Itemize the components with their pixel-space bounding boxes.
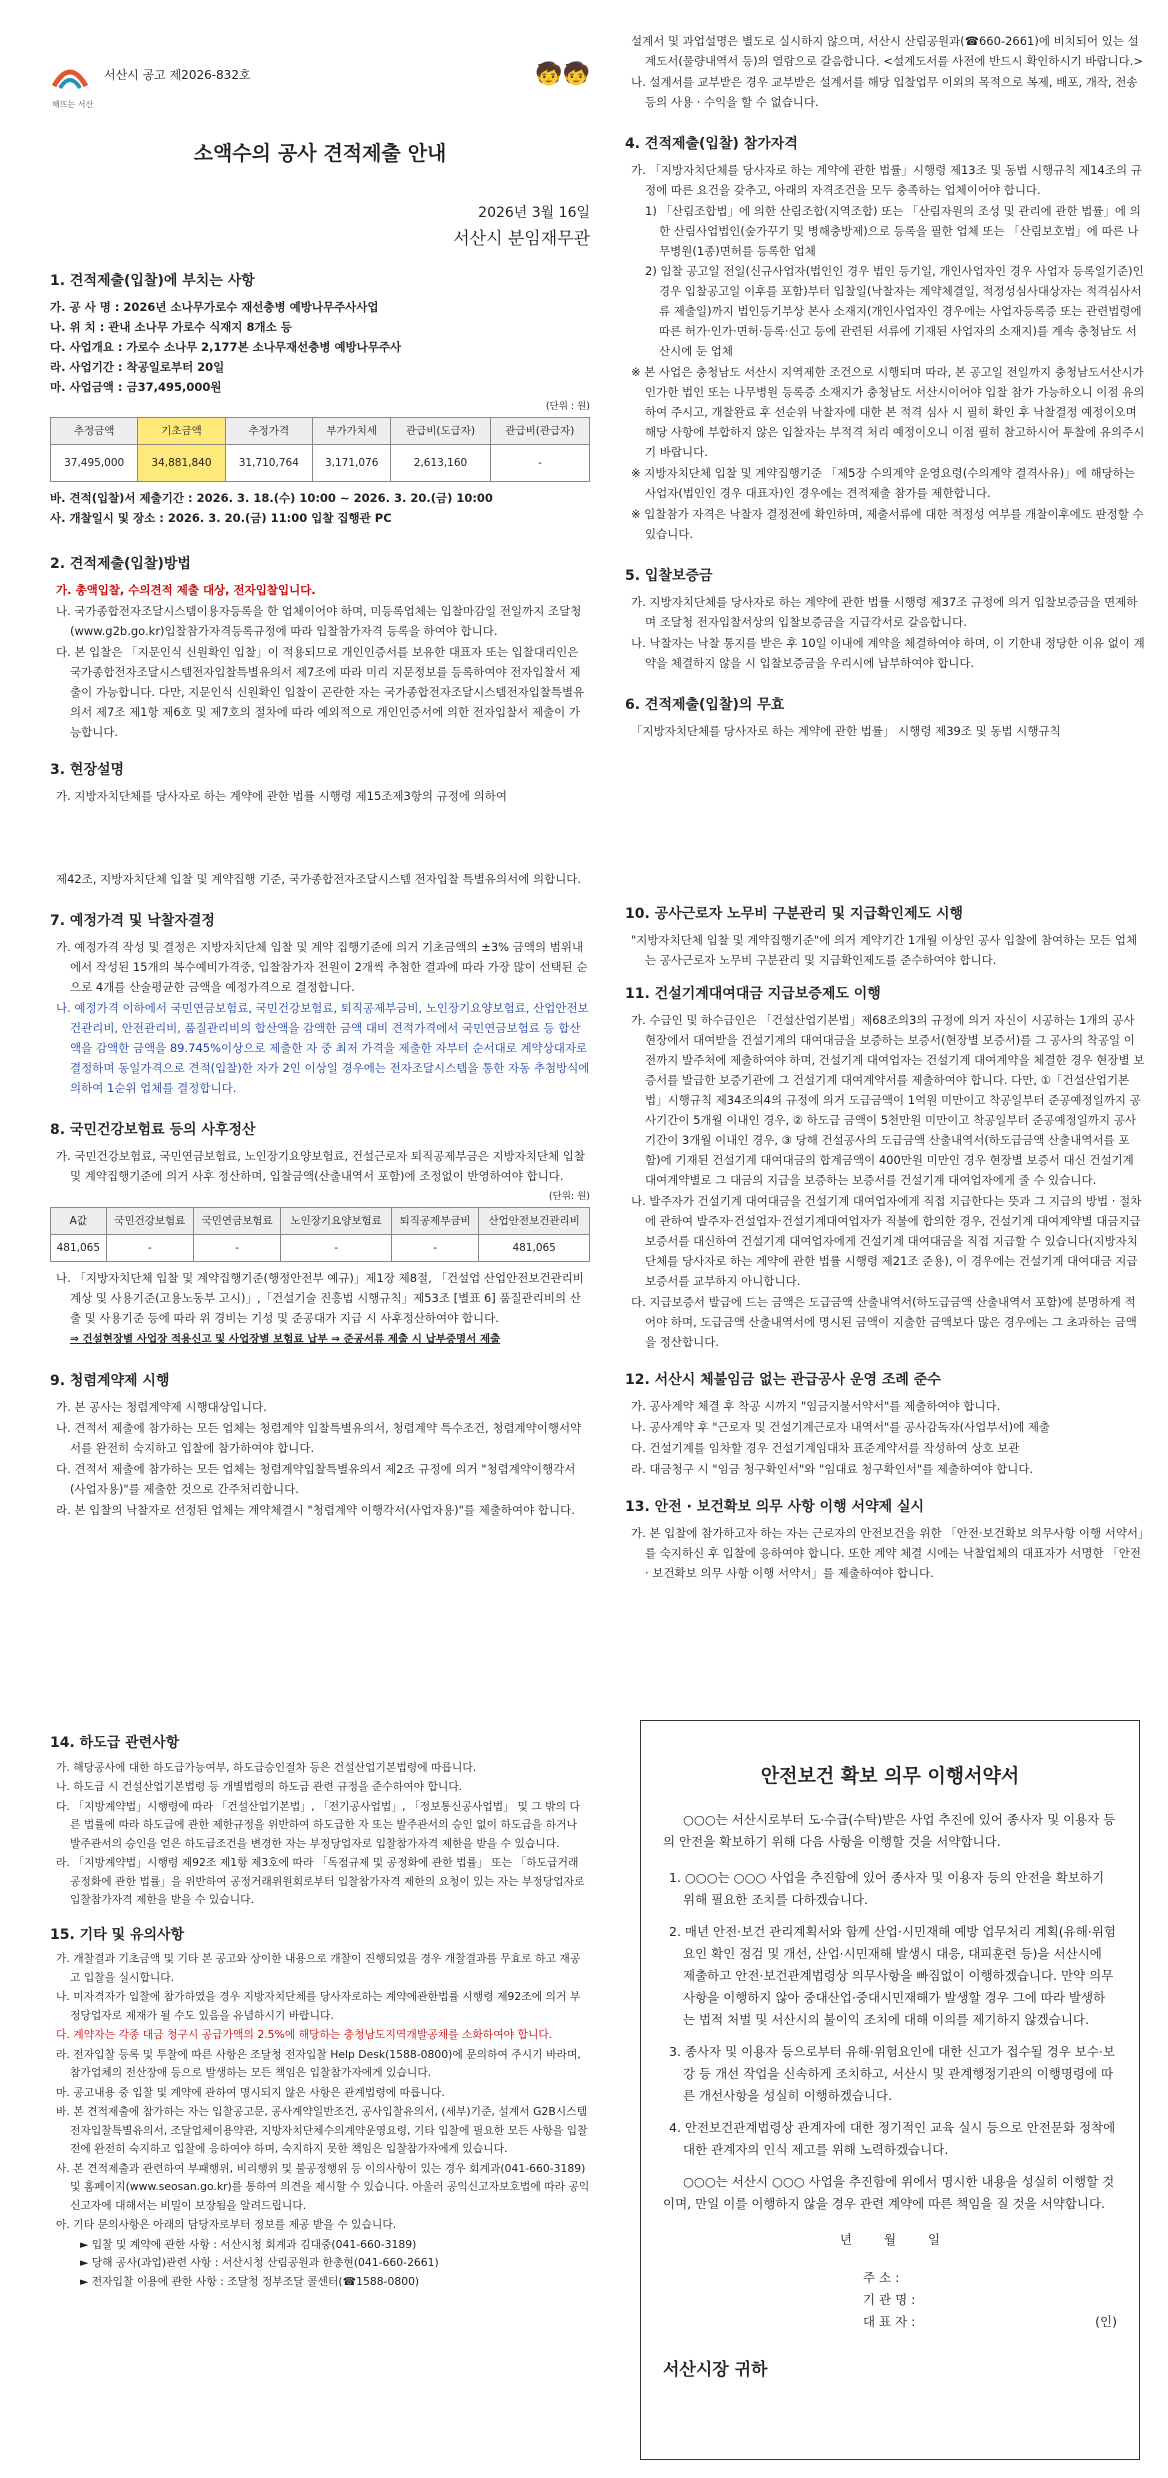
section-heading: 13. 안전 · 보건확보 의무 사항 이행 서약제 실시 bbox=[625, 1499, 925, 1515]
section-heading: 3. 현장설명 bbox=[50, 762, 125, 778]
insurance-table bbox=[50, 1207, 590, 1262]
form-intro: ○○○는 서산시로부터 도·수급(수탁)받은 사업 추진에 있어 종사자 및 이용자 등의 안전을 확보하기 위해 다음 사항을 이행할 것을 서약합니다. bbox=[663, 1812, 1116, 1849]
s14-item: 가. 해당공사에 대한 하도급가능여부, 하도급승인절차 등은 건설산업기본법령에 따릅니다. bbox=[56, 1760, 477, 1774]
s11-item: 가. 수급인 및 하수급인은 「건설산업기본법」제68조의3의 규정에 의거 자신이 시공하는 1개의 공사현장에서 대여받을 건설기계의 대여대금을 보증하는 보증서(현장별 보증서)를 그 공사의 착공일 이전까지 발주처에 제출하여야 하며, 건설기계 대여업자는 건설기계 대여계약을 체결한 경우 현장별 보증서를 발급한 보증기관에 그 건설기계 대여계약서를 제출하여야 합니다. 다만, ①「건설산업기본법」시행규칙 제34조의4의 규정에 의거 도급금액이 1억원 미만이고 착공일부터 준공예정일까지 공사기간이 5개월 이내인 경우, ② 하도급 금액이 5천만원 미만이고 착공일부터 준공예정일까지 공사기간이 3개월 이내인 경우, ③ 당해 건설공사의 도급금액 산출내역서(하도급금액 산출내역서를 포함)에 기재된 건설기계 대여대금의 합계금액이 400만원 미만인 경우 현장별 보증서 대신 건설기계 대여계약별로 그 대금의 지급을 보증하는 보증서를 건설기계 대여업자에게 줄 수 있습니다. bbox=[631, 1013, 1145, 1187]
s4-item: 2) 입찰 공고일 전일(신규사업자(법인인 경우 법인 등기일, 개인사업자인 경우 사업자 등록일기준)인 경우 입찰공고일 이후를 포함)부터 입찰일(낙찰자는 계약체결일, 적정성심사대상자는 적격심사서류 제출일)까지 법인등기부상 본사 소재지(개인사업자인 경우에는 사업자등록증 또는 관련법령에 따른 허가·인가·면허·등록·신고 등에 관련된 서류에 기재된 사업자의 소재지)를 계속 충청남도 서산시에 둔 업체 bbox=[645, 264, 1144, 358]
s3-item: 가. 지방자치단체를 당사자로 하는 계약에 관한 법률 시행령 제15조제3항의 규정에 의하여 bbox=[56, 789, 507, 803]
seosan-logo-icon bbox=[50, 58, 90, 92]
s6-item: 「지방자치단체를 당사자로 하는 계약에 관한 법률」 시행령 제39조 및 동법 시행규칙 bbox=[631, 724, 1061, 738]
page2-right-column bbox=[625, 890, 1145, 1584]
table-header: 추정금액 bbox=[51, 418, 138, 445]
section-heading: 11. 건설기계대여대금 지급보증제도 이행 bbox=[625, 986, 881, 1002]
section-heading: 5. 입찰보증금 bbox=[625, 568, 713, 584]
form-rep: 대 표 자 : bbox=[863, 2314, 916, 2329]
table-header: A값 bbox=[51, 1208, 107, 1235]
table-header: 국민건강보험료 bbox=[106, 1208, 193, 1235]
slogan: 해뜨는 서산 bbox=[52, 100, 94, 109]
form-date: 년 월 일 bbox=[839, 2232, 941, 2247]
seal-mark: (인) bbox=[1095, 2314, 1117, 2329]
s4-item: 가. 「지방자치단체를 당사자로 하는 계약에 관한 법률」시행령 제13조 및 동법 시행규칙 제14조의 규정에 따른 요건을 갖추고, 아래의 자격조건을 모두 충족하는 업체이어야 합니다. bbox=[631, 163, 1142, 197]
s1-item: 다. 사업개요 : 가로수 소나무 2,177본 소나무재선충병 예방나무주사 bbox=[50, 340, 402, 354]
s3-item: 나. 설계서를 교부받은 경우 교부받은 설계서를 해당 입찰업무 이외의 목적으로 복제, 배포, 개작, 전송 등의 사용 · 수익을 할 수 없습니다. bbox=[631, 75, 1138, 109]
table-header: 관급비(도급자) bbox=[391, 418, 490, 445]
s4-item: 1) 「산림조합법」에 의한 산림조합(지역조합) 또는 「산림자원의 조성 및 관리에 관한 법률」에 의한 산림사업법인(숲가꾸기 및 병해충방제)으로 등록을 필한 업체 또는 「산림보호법」에 따른 나무병원(1종)면허를 등록한 업체 bbox=[645, 204, 1141, 258]
form-org: 기 관 명 : bbox=[863, 2292, 916, 2307]
section-heading: 2. 견적제출(입찰)방법 bbox=[50, 556, 191, 572]
table-cell: 3,171,076 bbox=[312, 445, 390, 482]
table-header: 노인장기요양보험료 bbox=[281, 1208, 392, 1235]
table-cell: - bbox=[391, 1235, 478, 1262]
table-cell: 37,495,000 bbox=[51, 445, 138, 482]
section-heading: 8. 국민건강보험료 등의 사후정산 bbox=[50, 1122, 256, 1138]
table-header: 추정가격 bbox=[225, 418, 312, 445]
s12-item: 나. 공사계약 후 "근로자 및 건설기계근로자 내역서"를 공사감독자(사업부서)에 제출 bbox=[631, 1420, 1051, 1434]
page2-left-column bbox=[50, 868, 590, 1521]
s15-item: 아. 기타 문의사항은 아래의 담당자로부터 정보를 제공 받을 수 있습니다. bbox=[56, 2218, 397, 2231]
section-heading: 15. 기타 및 유의사항 bbox=[50, 1926, 185, 1943]
form-item: 4. 안전보건관계법령상 관계자에 대한 정기적인 교육 실시 등으로 안전문화 정착에 대한 관계자의 인식 제고를 위해 노력하겠습니다. bbox=[669, 2120, 1116, 2157]
section-heading: 7. 예정가격 및 낙찰자결정 bbox=[50, 913, 215, 929]
section-heading: 4. 견적제출(입찰) 참가자격 bbox=[625, 136, 798, 152]
s9-item: 나. 견적서 제출에 참가하는 모든 업체는 청렴계약 입찰특별유의서, 청렴계약 특수조건, 청렴계약이행서약서를 완전히 숙지하고 입찰에 참가하여야 합니다. bbox=[56, 1421, 582, 1455]
page3-left-column bbox=[50, 1720, 590, 2291]
section-heading: 6. 견적제출(입찰)의 무효 bbox=[625, 697, 785, 713]
contact-item: ► 전자입찰 이용에 관한 사항 : 조달청 정부조달 콜센터(☎1588-0800) bbox=[80, 2274, 420, 2288]
table-cell: 481,065 bbox=[51, 1235, 107, 1262]
section-heading: 12. 서산시 체불임금 없는 관급공사 운영 조례 준수 bbox=[625, 1372, 941, 1388]
s7-item: 나. 예정가격 이하에서 국민연금보험료, 국민건강보험료, 퇴직공제부금비, 노인장기요양보험료, 산업안전보건관리비, 안전관리비, 품질관리비의 합산액을 감액한 금액 대비 견적가격에서 국민연금보험료 등 합산액을 감액한 금액을 89.745%이상으로 제출한 자 중 최저 가격을 제출한 자부터 순서대로 계약상대자로 결정하며 동일가격으로 견적(입찰)한 자가 2인 이상일 경우에는 전자조달시스템을 통한 자동 추첨방식에 의하여 1순위 업체를 결정합니다. bbox=[56, 1001, 590, 1095]
s4-note: ※ 입찰참가 자격은 낙찰자 결정전에 확인하며, 제출서류에 대한 적정성 여부를 개찰이후에도 판정할 수 있습니다. bbox=[631, 507, 1144, 541]
s15-item: 마. 공고내용 중 입찰 및 계약에 관하여 명시되지 않은 사항은 관계법령에 따릅니다. bbox=[56, 2085, 445, 2099]
table-header: 기초금액 bbox=[138, 418, 225, 445]
form-title: 안전보건 확보 의무 이행서약서 bbox=[760, 1765, 1020, 1787]
s15-item: 가. 개찰결과 기초금액 및 기타 본 공고와 상이한 내용으로 개찰이 진행되었을 경우 개찰결과를 무효로 하고 재공고 입찰을 실시합니다. bbox=[56, 1952, 581, 1984]
section-heading: 9. 청렴계약제 시행 bbox=[50, 1373, 170, 1389]
page1-right-column bbox=[625, 30, 1145, 742]
s2-item: 가. 총액입찰, 수의견적 제출 대상, 전자입찰입니다. bbox=[56, 583, 316, 597]
amount-table bbox=[50, 417, 590, 482]
s10-item: "지방자치단체 입찰 및 계약집행기준"에 의거 계약기간 1개월 이상인 공사 입찰에 참여하는 모든 업체는 공사근로자 노무비 구분관리 및 지급확인제도를 준수하여야 합니다. bbox=[631, 933, 1138, 967]
mascot-icon: 🧒🧒 bbox=[535, 62, 590, 87]
table-cell: - bbox=[281, 1235, 392, 1262]
s2-item: 다. 본 입찰은 「지문인식 신원확인 입찰」이 적용되므로 개인인증서를 보유한 대표자 또는 입찰대리인은 국가종합전자조달시스템전자입찰특별유의서 제7조에 따라 미리 지문정보를 등록하여야 전자입찰서 제출이 가능합니다. 다만, 지문인식 신원확인 입찰이 곤란한 자는 국가종합전자조달시스템전자입찰특별유의서 제7조 제1항 제6호 및 제7호의 절차에 따라 예외적으로 개인인증서에 의한 전자입찰서 제출이 가능합니다. bbox=[56, 645, 585, 739]
form-addressee: 서산시장 귀하 bbox=[663, 2360, 768, 2380]
s5-item: 가. 지방자치단체를 당사자로 하는 계약에 관한 법률 시행령 제37조 규정에 의거 입찰보증금을 면제하며 조달청 전자입찰서상의 입찰보증금을 지급각서로 갈음합니다. bbox=[631, 595, 1138, 629]
s1-item: 나. 위 치 : 관내 소나무 가로수 식재지 8개소 등 bbox=[50, 320, 292, 334]
s4-note: ※ 지방자치단체 입찰 및 계약집행기준 「제5장 수의계약 운영요령(수의계약 결격사유)」에 해당하는 사업자(법인인 경우 대표자)인 경우에는 견적제출 참가를 제한합니다. bbox=[631, 466, 1135, 500]
table-header: 산업안전보건관리비 bbox=[479, 1208, 590, 1235]
s1-item: 라. 사업기간 : 착공일로부터 20일 bbox=[50, 360, 225, 374]
contact-item: ► 입찰 및 계약에 관한 사항 : 서산시청 회계과 김대중(041-660-3189) bbox=[80, 2237, 417, 2251]
s7-item: 가. 예정가격 작성 및 결정은 지방자치단체 입찰 및 계약 집행기준에 의거 기초금액의 ±3% 금액의 범위내에서 작성된 15개의 복수예비가격중, 입찰참가자 전원이 2개씩 추첨한 결과에 따라 가장 많이 선택된 순으로 4개를 산술평균한 금액을 예정가격으로 결정합니다. bbox=[56, 940, 588, 994]
s12-item: 라. 대금청구 시 "임금 청구확인서"와 "임대료 청구확인서"를 제출하여야 합니다. bbox=[631, 1462, 1034, 1476]
table-cell: - bbox=[193, 1235, 280, 1262]
s14-item: 라. 「지방계약법」시행령 제92조 제1항 제3호에 따라 「독점규제 및 공정화에 관한 법률」 또는 「하도급거래 공정화에 관한 법률」을 위반하여 공정거래위원회로부터 입찰참가자격 제한의 요청이 있는 자는 부정당업자로 입찰참가자격 제한을 받을 수 있습니다. bbox=[56, 1856, 585, 1906]
s1-item: 사. 개찰일시 및 장소 : 2026. 3. 20.(금) 11:00 입찰 집행관 PC bbox=[50, 511, 392, 525]
s12-item: 다. 건설기계를 임차할 경우 건설기계임대차 표준계약서를 작성하여 상호 보관 bbox=[631, 1441, 1020, 1455]
table-cell: - bbox=[106, 1235, 193, 1262]
s9-item: 가. 본 공사는 청렴계약제 시행대상입니다. bbox=[56, 1400, 267, 1414]
s14-item: 다. 「지방계약법」시행령에 따라 「건설산업기본법」, 「전기공사업법」, 「정보통신공사업법」 및 그 밖의 다른 법률에 따라 하도급에 관한 제한규정을 위반하여 하도급한 자 또는 발주관서의 승인 없이 하도급을 하거나 발주관서의 승인을 얻은 하도급조건을 변경한 자는 부정당업자로 입찰참가자격 제한을 받을 수 있습니다. bbox=[56, 1799, 580, 1850]
notice-date: 2026년 3월 16일 bbox=[478, 205, 590, 221]
form-closing: ○○○는 서산시 ○○○ 사업을 추진함에 위에서 명시한 내용을 성실히 이행할 것이며, 만일 이를 이행하지 않을 경우 관련 계약에 따른 책임을 질 것을 서약합니다. bbox=[663, 2174, 1115, 2211]
s5-item: 나. 낙찰자는 낙찰 통지를 받은 후 10일 이내에 계약을 체결하여야 하며, 이 기한내 정당한 이유 없이 계약을 체결하지 않을 시 입찰보증금을 우리시에 납부하여야 합니다. bbox=[631, 636, 1145, 670]
s8-note: ⇒ 건설현장별 사업장 적용신고 및 사업장별 보험료 납부 ⇒ 준공서류 제출 시 납부증명서 제출 bbox=[70, 1333, 501, 1345]
table-unit: (단위 : 원) bbox=[545, 401, 590, 412]
s9-item: 라. 본 입찰의 낙찰자로 선정된 업체는 계약체결시 "청렴계약 이행각서(사업자용)"를 제출하여야 합니다. bbox=[56, 1503, 575, 1517]
form-item: 3. 종사자 및 이용자 등으로부터 유해·위험요인에 대한 신고가 접수될 경우 보수·보강 등 개선 작업을 신속하게 조치하고, 서산시 및 관계행정기관의 이행명령에 따른 개선사항을 성실히 이행하겠습니다. bbox=[669, 2044, 1116, 2103]
notice-header bbox=[50, 55, 590, 95]
s3-continued: 제42조, 지방자치단체 입찰 및 계약집행 기준, 국가종합전자조달시스템 전자입찰 특별유의서에 의합니다. bbox=[56, 872, 582, 886]
s4-note: ※ 본 사업은 충청남도 서산시 지역제한 조건으로 시행되며 따라, 본 공고일 전일까지 충청남도서산시가 인가한 법인 또는 나무병원 등록증 소재지가 충청남도 서산시이어야 입찰 참가 가능하오니 이점 유의하여 주시고, 개찰완료 후 선순위 낙찰자에 대한 본 적격 심사 시 필히 확인 후 낙찰결정 예정이오며 해당 사항에 부합하지 않은 입찰자는 부적격 처리 예정이오니 이점 필히 참고하시어 투찰에 유의주시기 바랍니다. bbox=[631, 365, 1145, 459]
s8-item: 나. 「지방자치단체 입찰 및 계약집행기준(행정안전부 예규)」제1장 제8절, 「건설업 산업안전보건관리비 계상 및 사용기준(고용노동부 고시)」,「건설기술 진흥법 시행규칙」제53조 [별표 6] 품질관리비의 산출 및 사용기준 등에 따라 위 경비는 기성 및 준공대가 지급 시 사후정산하여야 합니다. bbox=[56, 1271, 584, 1325]
s1-item: 가. 공 사 명 : 2026년 소나무가로수 재선충병 예방나무주사사업 bbox=[50, 300, 379, 314]
s3-continued: 설계서 및 과업설명은 별도로 실시하지 않으며, 서산시 산림공원과(☎660-2661)에 비치되어 있는 설계도서(물량내역서 등)의 열람으로 갈음합니다. <설계도서를 사전에 반드시 확인하시기 바랍니다.> bbox=[631, 34, 1144, 68]
form-item: 1. ○○○는 ○○○ 사업을 추진함에 있어 종사자 및 이용자 등의 안전을 확보하기 위해 필요한 조치를 다하겠습니다. bbox=[669, 1870, 1105, 1907]
s1-item: 바. 견적(입찰)서 제출기간 : 2026. 3. 18.(수) 10:00 ~ 2026. 3. 20.(금) 10:00 bbox=[50, 491, 493, 505]
s15-item: 사. 본 견적제출과 관련하여 부패행위, 비리행위 및 불공정행위 등 이의사항이 있는 경우 회계과(041-660-3189) 및 홈페이지(www.seosan.go.kr)를 통하여 의견을 제시할 수 있습니다. 아울러 공익신고자보호법에 따라 공익신고자에 대해서는 비밀이 보장됨을 알려드립니다. bbox=[56, 2161, 590, 2212]
table-cell: - bbox=[490, 445, 589, 482]
s1-item: 마. 사업금액 : 금37,495,000원 bbox=[50, 380, 222, 394]
s8-item: 가. 국민건강보험료, 국민연금보험료, 노인장기요양보험료, 건설근로자 퇴직공제부금은 지방자치단체 입찰 및 계약집행기준에 의거 사후 정산하며, 입찰금액(산출내역서 포함)에 조정없이 반영하여야 합니다. bbox=[56, 1149, 586, 1183]
s15-item: 라. 전자입찰 등록 및 투찰에 따른 사항은 조달청 전자입찰 Help Desk(1588-0800)에 문의하여 주시기 바라며, 참가업체의 전산장애 등으로 발생하는 모든 책임은 입찰참가자에게 있습니다. bbox=[56, 2047, 581, 2079]
section-heading: 1. 견적제출(입찰)에 부치는 사항 bbox=[50, 273, 255, 289]
section-heading: 10. 공사근로자 노무비 구분관리 및 지급확인제도 시행 bbox=[625, 906, 964, 922]
section-heading: 14. 하도급 관련사항 bbox=[50, 1735, 180, 1751]
table-header: 퇴직공제부금비 bbox=[391, 1208, 478, 1235]
table-header: 국민연금보험료 bbox=[193, 1208, 280, 1235]
s14-item: 나. 하도급 시 건설산업기본법령 등 개별법령의 하도급 관련 규정을 준수하여야 합니다. bbox=[56, 1780, 463, 1793]
s12-item: 가. 공사계약 체결 후 착공 시까지 "임금지불서약서"를 제출하여야 합니다. bbox=[631, 1399, 1001, 1413]
table-header: 관급비(관급자) bbox=[490, 418, 589, 445]
issuer: 서산시 분임재무관 bbox=[453, 229, 590, 249]
s2-item: 나. 국가종합전자조달시스템이용자등록을 한 업체이어야 하며, 미등록업체는 입찰마감일 전일까지 조달청(www.g2b.go.kr)입찰참가자격등록규정에 따라 입찰참가자격 등록을 하여야 합니다. bbox=[56, 604, 582, 638]
s11-item: 다. 지급보증서 발급에 드는 금액은 도급금액 산출내역서(하도급금액 산출내역서 포함)에 분명하게 적어야 하며, 도급금액 산출내역서에 명시된 금액이 지출한 금액보다 많은 경우에는 그 초과하는 금액을 정산합니다. bbox=[631, 1295, 1137, 1349]
safety-pledge-form bbox=[640, 1720, 1140, 2460]
table-unit: (단위: 원) bbox=[548, 1191, 590, 1202]
table-header: 부가가치세 bbox=[312, 418, 390, 445]
table-cell: 34,881,840 bbox=[138, 445, 225, 482]
table-cell: 2,613,160 bbox=[391, 445, 490, 482]
s15-item: 나. 미자격자가 입찰에 참가하였을 경우 지방자치단체를 당사자로하는 계약에관한법률 시행령 제92조에 의거 부정당업자로 제재가 될 수도 있음을 유념하시기 바랍니다. bbox=[56, 1990, 581, 2022]
form-address: 주 소 : bbox=[863, 2270, 900, 2285]
form-item: 2. 매년 안전·보건 관리계획서와 함께 산업·시민재해 예방 업무처리 계획(유해·위험요인 확인 점검 및 개선, 산업·시민재해 발생시 대응, 대피훈련 등)을 서산시에 제출하고 안전·보건관계법령상 의무사항을 빠짐없이 이행하겠습니다. 만약 의무사항을 이행하지 않아 중대산업·중대시민재해가 발생할 경우 그에 따라 발생하는 법적 처벌 및 서산시의 불이익 조치에 대해 이의를 제기하지 않겠습니다. bbox=[669, 1924, 1116, 2027]
contact-item: ► 당해 공사(과업)관련 사항 : 서산시청 산림공원과 한총현(041-660-2661) bbox=[80, 2256, 439, 2269]
s13-item: 가. 본 입찰에 참가하고자 하는 자는 근로자의 안전보건을 위한 「안전·보건확보 의무사항 이행 서약서」를 숙지하신 후 입찰에 응하여야 합니다. 또한 계약 체결 시에는 낙찰업체의 대표자가 서명한 「안전 · 보건확보 의무 사항 이행 서약서」를 제출하여야 합니다. bbox=[631, 1526, 1144, 1580]
table-cell: 31,710,764 bbox=[225, 445, 312, 482]
s15-item: 바. 본 견적제출에 참가하는 자는 입찰공고문, 공사계약일반조건, 공사입찰유의서, (세부)기준, 설계서 G2B시스템전자입찰특별유의서, 조달업체이용약관, 지방자치단체수의계약운영요령, 기타 입찰에 필요한 모든 사항을 입찰전에 완전히 숙지하고 입찰에 응하여야 하며, 숙지하지 못한 책임은 입찰참가자에게 있습니다. bbox=[56, 2105, 588, 2155]
notice-number: 서산시 공고 제2026-832호 bbox=[104, 68, 251, 82]
s9-item: 다. 견적서 제출에 참가하는 모든 업체는 청렴계약입찰특별유의서 제2조 규정에 의거 "청렴계약이행각서(사업자용)"를 제출한 것으로 간주처리합니다. bbox=[56, 1462, 576, 1496]
s15-item: 다. 계약자는 각종 대금 청구시 공급가액의 2.5%에 해당하는 충청남도지역개발공채를 소화하여야 합니다. bbox=[56, 2028, 553, 2041]
form-rep-row bbox=[663, 2311, 1117, 2333]
s11-item: 나. 발주자가 건설기계 대여대금을 건설기계 대여업자에게 직접 지급한다는 뜻과 그 지급의 방법 · 절차에 관하여 발주자·건설업자·건설기계대여업자가 직불에 합의한 경우, 건설기계 대여계약별 대금지급 보증서를 대신하여 건설기계 대여업자에게 건설기계 대여대금을 직접 지급할 수 있습니다(지방자치단체를 당사자로 하는 계약에 관한 법률 시행령 제21조 준용), 이 경우에는 건설기계 대여대금 지급보증서를 교부하지 아니합니다. bbox=[631, 1194, 1142, 1288]
table-cell: 481,065 bbox=[479, 1235, 590, 1262]
page-title: 소액수의 공사 견적제출 안내 bbox=[193, 141, 447, 165]
page1-left-column bbox=[50, 55, 590, 807]
